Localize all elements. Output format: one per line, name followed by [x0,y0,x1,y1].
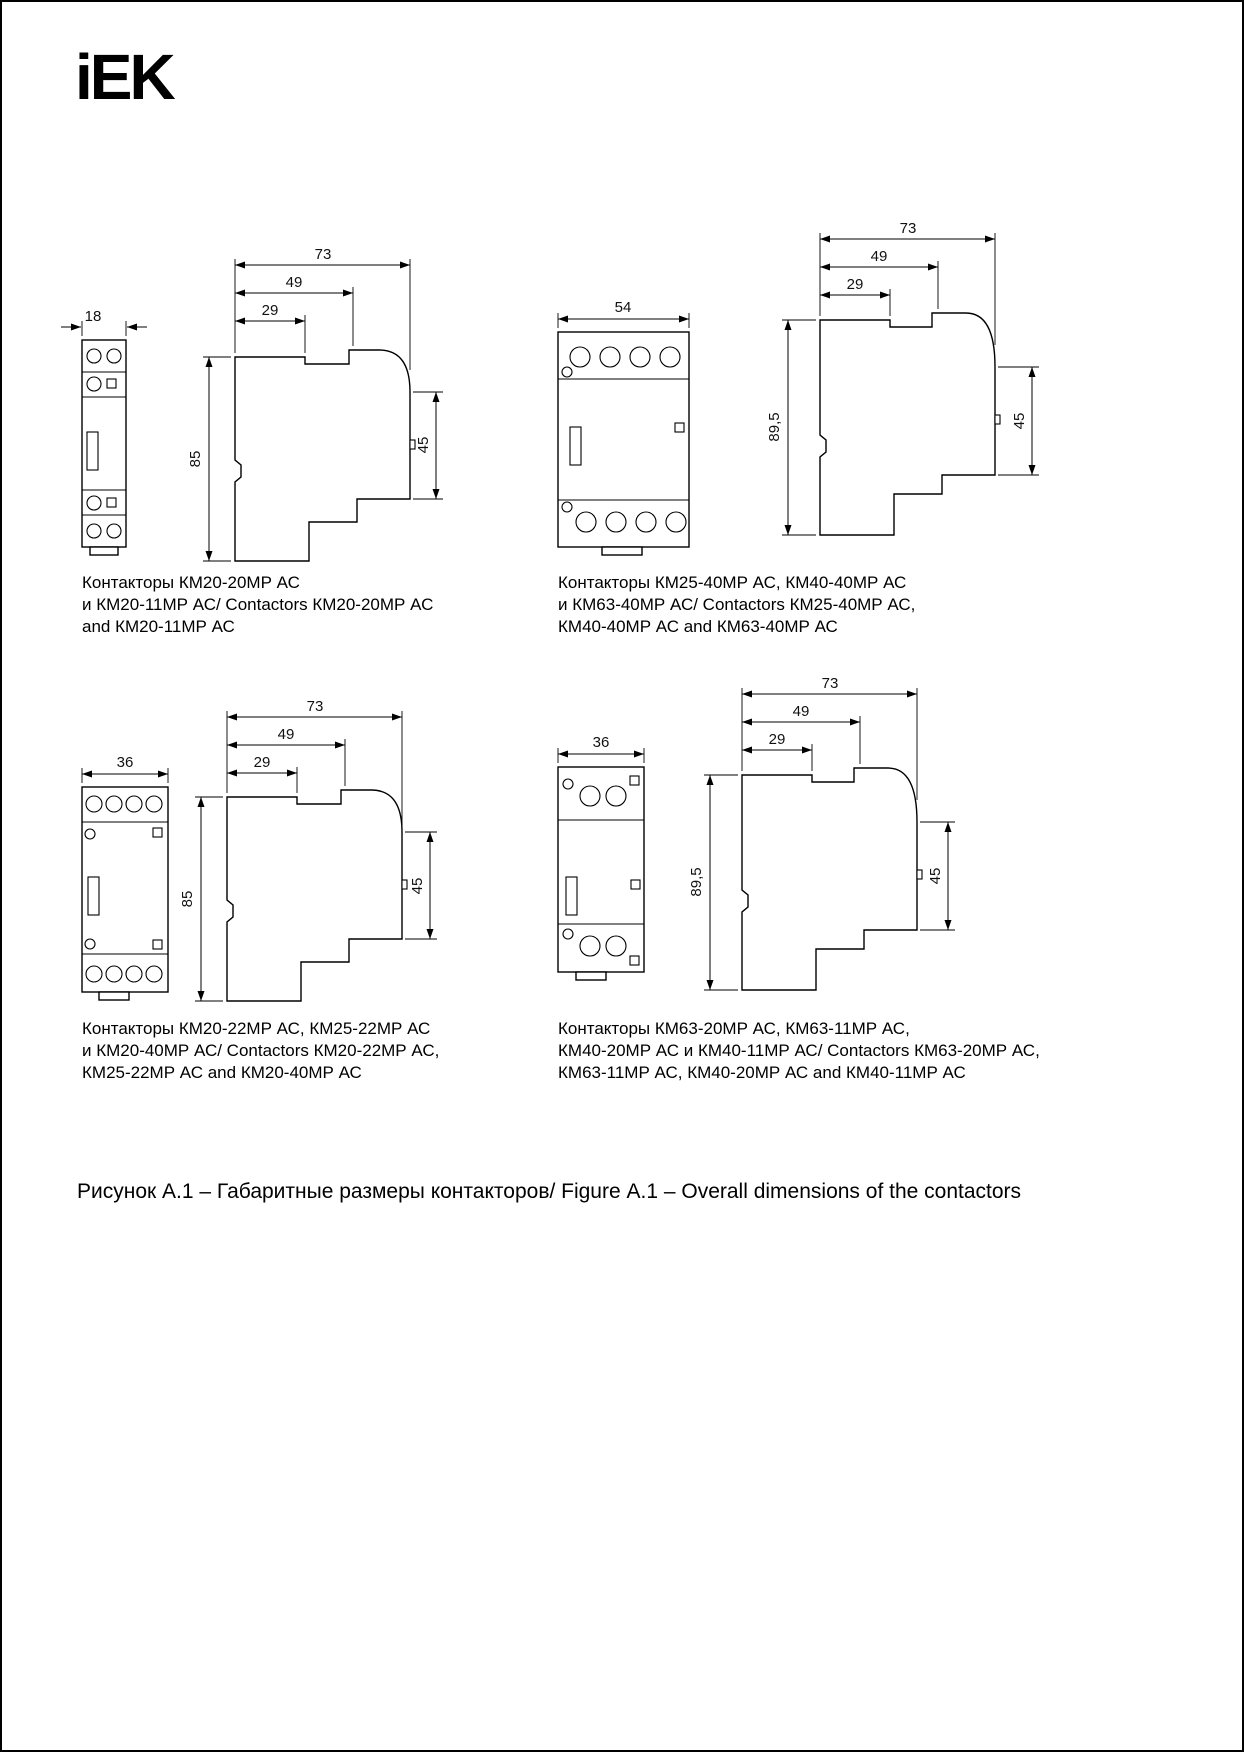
q3-side-view [227,790,407,1001]
caption-line: КМ25-22МР АС and КМ20-40МР АС [82,1063,362,1082]
terminal-screw-icon [576,512,596,532]
terminal-screw-icon [126,796,142,812]
terminal-screw-icon [146,796,162,812]
dim-label-rear-height: 45 [927,867,944,885]
rail-clip-bump [995,415,1000,424]
terminal-screw-icon [606,512,626,532]
mount-hole [562,502,572,512]
q4-caption [558,1018,1040,1084]
terminal-screw-icon [87,496,101,510]
q4-front-view [558,767,644,980]
dim-label-height: 89,5 [688,867,705,897]
dim-label-depth-front: 29 [261,302,279,319]
q1-side-view [235,350,415,561]
terminal-screw-icon [600,347,620,367]
dim-label-depth-mid: 49 [870,248,888,265]
caption-line: Контакторы КМ25-40МР АС, КМ40-40МР АС [558,573,907,592]
mount-hole [562,367,572,377]
q1-front-dimension [61,308,147,336]
dim-label-rear-height: 45 [409,877,426,895]
terminal-screw-icon [606,786,626,806]
caption-line: и КМ63-40МР АС/ Contactors КМ25-40МР АС, [558,595,916,614]
caption-line: и КМ20-40МР АС/ Contactors КМ20-22МР АС, [82,1041,440,1060]
terminal-screw-icon [580,786,600,806]
q2-side-view [820,313,1000,535]
terminal-screw-icon [107,524,121,538]
q3-front-dimension [82,754,168,783]
caption-line: КМ40-20МР АС и КМ40-11МР АС/ Contactors КМ63-20МР АС, [558,1041,1040,1060]
din-tab [576,972,606,980]
dim-label-height: 85 [187,450,204,468]
dim-label-depth-front: 29 [846,276,864,293]
figure-caption: Рисунок А.1 – Габаритные размеры контакторов/ Figure А.1 – Overall dimensions of the contactors [77,1180,1022,1203]
q4-drawing [542,672,1012,1017]
q4-front-body [558,767,644,972]
q4-front-dimension [558,734,644,763]
q1-side-profile [235,350,410,561]
din-tab [602,547,642,555]
terminal-screw-icon [86,796,102,812]
indicator-window [153,828,162,837]
q1-drawing [57,237,487,577]
dim-label-height: 89,5 [766,412,783,442]
dim-label-depth-mid: 49 [277,726,295,743]
dim-label-width: 36 [592,734,610,751]
dim-label-depth-total: 73 [899,220,917,237]
q3-drawing [57,692,497,1022]
din-tab [90,547,118,555]
dim-label-width: 54 [614,299,632,316]
q2-drawing [542,217,1062,567]
q2-caption [558,572,915,638]
rail-clip-bump [917,870,922,879]
indicator-window [153,940,162,949]
terminal-screw-icon [126,966,142,982]
terminal-screw-icon [606,936,626,956]
dim-label-depth-total: 73 [314,246,332,263]
indicator-window [630,776,639,785]
terminal-screw-icon [106,966,122,982]
mount-hole [563,779,573,789]
indicator-window [630,956,639,965]
mount-hole [85,939,95,949]
terminal-screw-icon [87,349,101,363]
terminal-screw-icon [146,966,162,982]
dim-label-rear-height: 45 [1011,412,1028,430]
dim-label-depth-total: 73 [821,675,839,692]
switch-lever [570,427,581,465]
terminal-screw-icon [666,512,686,532]
dim-label-width: 18 [84,308,102,325]
dim-label-depth-mid: 49 [285,274,303,291]
dim-label-width: 36 [116,754,134,771]
dim-label-depth-mid: 49 [792,703,810,720]
iek-logo: iEK [75,41,173,113]
switch-lever [87,432,98,470]
q3-side-profile [227,790,402,1001]
caption-line: and КМ20-11МР АС [82,617,235,636]
indicator-window [107,379,116,388]
q4-side-profile [742,768,917,990]
terminal-screw-icon [86,966,102,982]
dim-label-rear-height: 45 [415,436,432,454]
indicator-window [631,880,640,889]
din-tab [99,992,129,1000]
switch-lever [88,877,99,915]
caption-line: Контакторы КМ20-22МР АС, КМ25-22МР АС [82,1019,431,1038]
dim-label-depth-front: 29 [253,754,271,771]
mount-hole [563,929,573,939]
terminal-screw-icon [660,347,680,367]
terminal-screw-icon [570,347,590,367]
caption-line: КМ40-40МР АС and КМ63-40МР АС [558,617,838,636]
dim-label-depth-front: 29 [768,731,786,748]
q4-side-view [742,768,922,990]
q3-caption [82,1018,439,1084]
q2-front-dimension [558,299,689,328]
terminal-screw-icon [87,524,101,538]
caption-line: Контакторы КМ20-20МР АС [82,573,300,592]
terminal-screw-icon [636,512,656,532]
terminal-screw-icon [106,796,122,812]
q1-front-view [82,340,126,555]
dim-label-depth-total: 73 [306,698,324,715]
q3-front-view [82,787,168,1000]
caption-line: и КМ20-11МР АС/ Contactors КМ20-20МР АС [82,595,434,614]
terminal-screw-icon [87,377,101,391]
caption-line: КМ63-11МР АС, КМ40-20МР АС and КМ40-11МР АС [558,1063,966,1082]
rail-clip-bump [402,880,407,889]
terminal-screw-icon [630,347,650,367]
indicator-window [107,498,116,507]
caption-line: Контакторы КМ63-20МР АС, КМ63-11МР АС, [558,1019,910,1038]
dim-label-height: 85 [179,890,196,908]
terminal-screw-icon [107,349,121,363]
q1-caption [82,572,433,638]
terminal-screw-icon [580,936,600,956]
q2-front-view [558,332,689,555]
mount-hole [85,829,95,839]
q2-side-profile [820,313,995,535]
switch-lever [566,877,577,915]
indicator-window [675,423,684,432]
